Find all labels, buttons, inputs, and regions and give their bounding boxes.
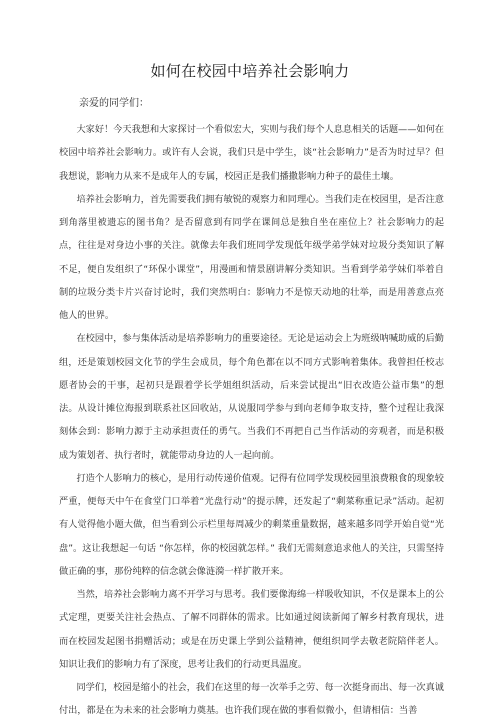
document-title: 如何在校园中培养社会影响力 [150, 62, 350, 80]
paragraph-observation: 培养社会影响力，首先需要我们拥有敏锐的观察力和同理心。当我们走在校园里，是否注意到角落里被遗忘的图书角？是否留意到有同学在课间总是独自坐在座位上？社会影响力的起点，往往是对身边小事的关注。就像去年我们班同学发现低年级学弟学妹对垃圾分类知识了解不足，便自发组织了“环保小课堂”，用漫画和情景剧讲解分类知识。当看到学弟学妹们举着自制的垃圾分类卡片兴奋讨论时，我们突然明白：影响力不是惊天动地的壮举，而是用善意点亮他人的世界。 [59, 193, 444, 321]
paragraph-greeting: 大家好！今天我想和大家探讨一个看似宏大，实则与我们每个人息息相关的话题——如何在校园中培养社会影响力。或许有人会说，我们只是中学生，谈“社会影响力”是否为时过早？但我想说，影响力从来不是成年人的专属，校园正是我们播撒影响力种子的最佳土壤。 [59, 124, 444, 182]
paragraph-conclusion: 同学们，校园是缩小的社会，我们在这里的每一次举手之劳、每一次挺身而出、每一次真诚付出，都是在为未来的社会影响力奠基。也许我们现在做的事看似微小，但请相信：当善 [59, 682, 444, 717]
paragraph-action-values: 打造个人影响力的核心，是用行动传递价值观。记得有位同学发现校园里浪费粮食的现象较严重，便每天中午在食堂门口举着“光盘行动”的提示牌，还发起了“剩菜称重记录”活动。起初有人觉得他小题大做，但当看到公示栏里每周减少的剩菜重量数据，越来越多同学开始自觉“光盘”。这让我想起一句话 “你怎样，你的校园就怎样。” 我们无需刻意追求他人的关注，只需坚持做正确的事，那份纯粹的信念就会像涟漪一样扩散开来。 [59, 472, 444, 577]
paragraph-learning-thinking: 当然，培养社会影响力离不开学习与思考。我们要像海绵一样吸收知识，不仅是课本上的公式定理，更要关注社会热点、了解不同群体的需求。比如通过阅读新闻了解乡村教育现状，进而在校园发起图书捐赠活动；或是在历史课上学到公益精神，便组织同学去敬老院陪伴老人。知识让我们的影响力有了深度，思考让我们的行动更具温度。 [59, 589, 444, 670]
salutation: 亲爱的同学们： [79, 98, 149, 109]
paragraph-collective-activities: 在校园中，参与集体活动是培养影响力的重要途径。无论是运动会上为班级呐喊助威的后勤组，还是策划校园文化节的学生会成员，每个角色都在以不同方式影响着集体。我曾担任校志愿者协会的干事，起初只是跟着学长学姐组织活动，后来尝试提出“旧衣改造公益市集”的想法。从设计摊位海报到联系社区回收站，从说服同学参与到向老师争取支持，整个过程让我深刻体会到：影响力源于主动承担责任的勇气。当我们不再把自己当作活动的旁观者，而是积极成为策划者、执行者时，就能带动身边的人一起向前。 [59, 333, 444, 461]
document-body [59, 118, 444, 723]
